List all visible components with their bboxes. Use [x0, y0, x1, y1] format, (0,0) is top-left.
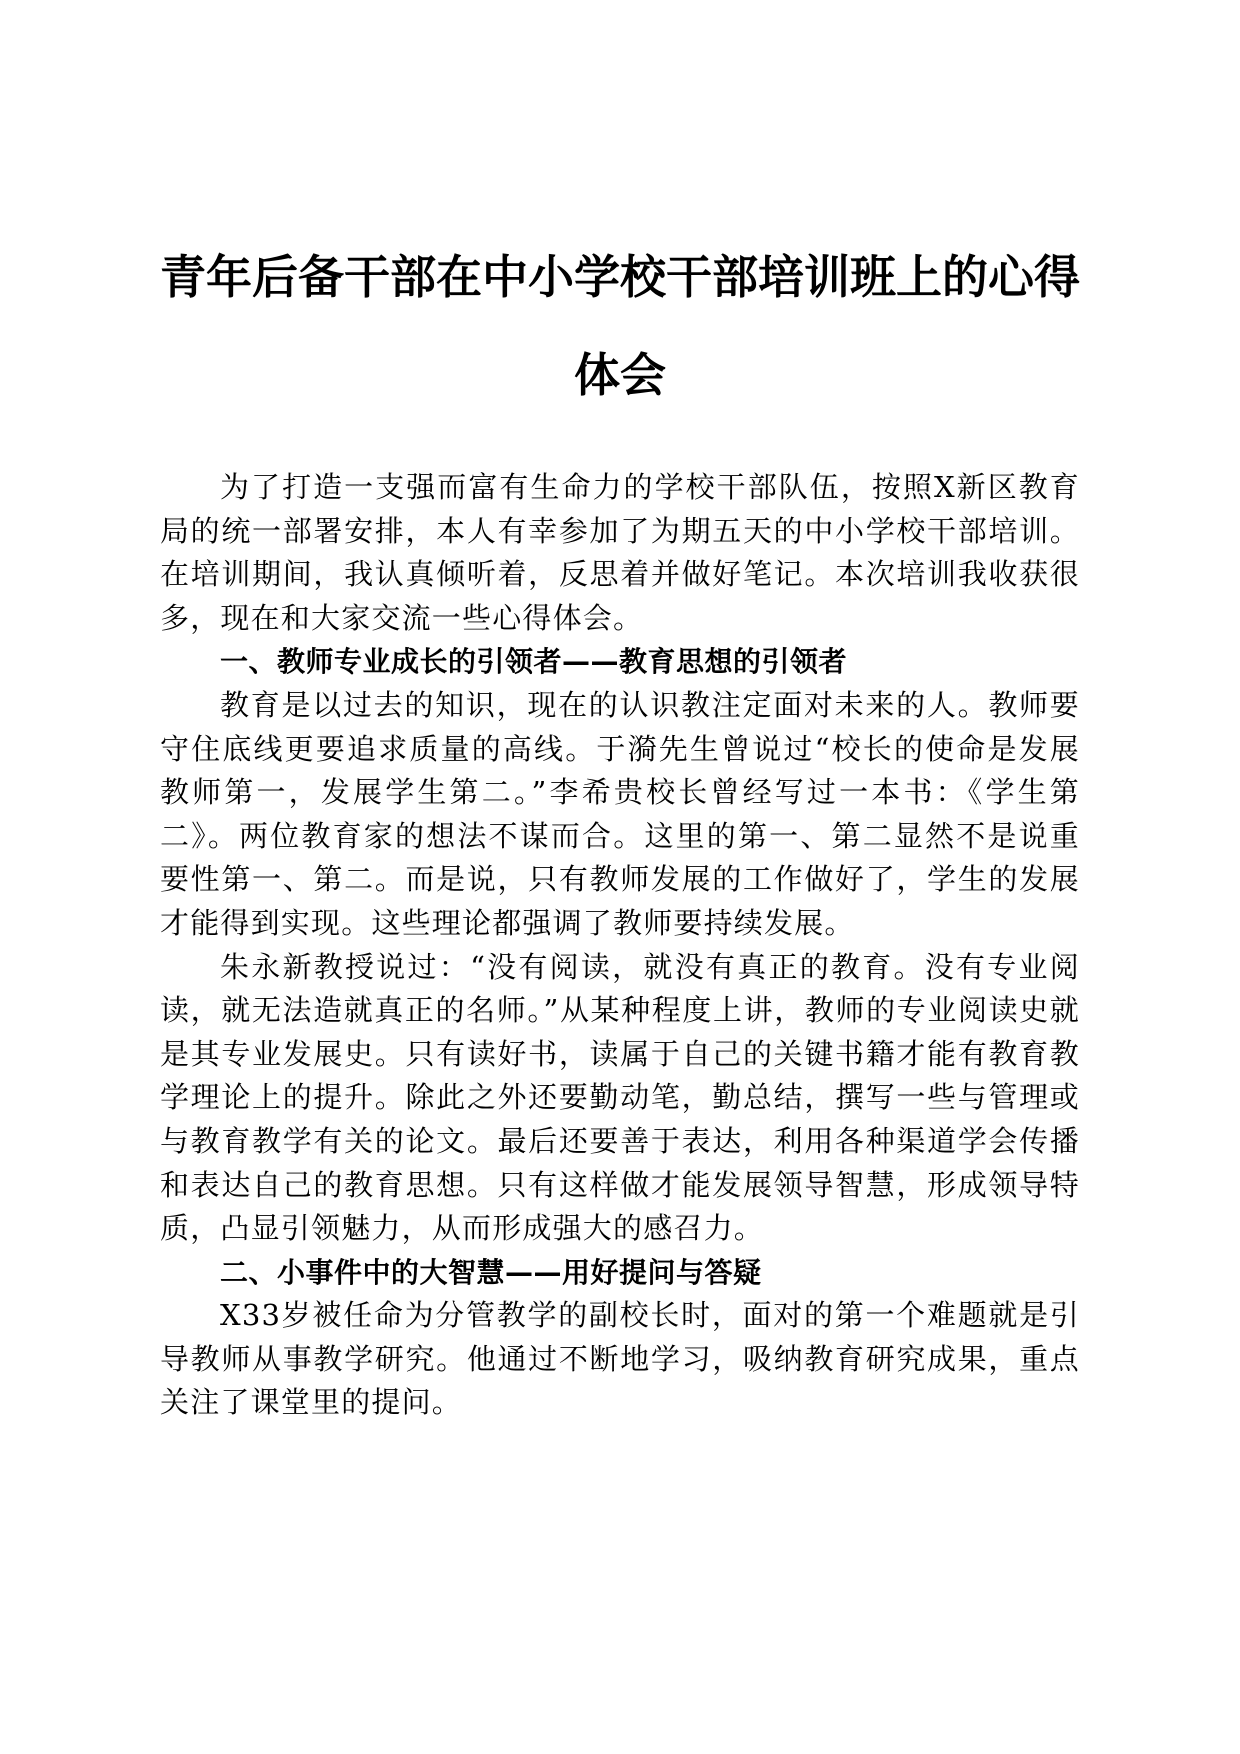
title-line-2: 体会 — [574, 348, 666, 402]
intro-paragraph: 为了打造一支强而富有生命力的学校干部队伍，按照X新区教育局的统一部署安排，本人有幸参加了为期五天的中小学校干部培训。在培训期间，我认真倾听着，反思着并做好笔记。本次培训我收获很多，现在和大家交流一些心得体会。 — [160, 470, 1080, 635]
section-heading-2: 二、小事件中的大智慧——用好提问与答疑 — [220, 1255, 762, 1289]
body-paragraph: 朱永新教授说过：“没有阅读，就没有真正的教育。没有专业阅读，就无法造就真正的名师。”从某种程度上讲，教师的专业阅读史就是其专业发展史。只有读好书，读属于自己的关键书籍才能有教育教学理论上的提升。除此之外还要勤动笔，勤总结，撰写一些与管理或与教育教学有关的论文。最后还要善于表达，利用各种渠道学会传播和表达自己的教育思想。只有这样做才能发展领导智慧，形成领导特质，凸显引领魅力，从而形成强大的感召力。 — [160, 949, 1080, 1246]
section-heading-1: 一、教师专业成长的引领者——教育思想的引领者 — [220, 645, 848, 679]
title-line-1: 青年后备干部在中小学校干部培训班上的心得 — [160, 250, 1080, 304]
document-body — [160, 466, 1080, 1425]
body-paragraph: 教育是以过去的知识，现在的认识教注定面对未来的人。教师要守住底线更要追求质量的高线。于漪先生曾说过“校长的使命是发展教师第一，发展学生第二。”李希贵校长曾经写过一本书：《学生第二》。两位教育家的想法不谋而合。这里的第一、第二显然不是说重要性第一、第二。而是说，只有教师发展的工作做好了，学生的发展才能得到实现。这些理论都强调了教师要持续发展。 — [160, 687, 1080, 940]
body-paragraph: X33岁被任命为分管教学的副校长时，面对的第一个难题就是引导教师从事教学研究。他通过不断地学习，吸纳教育研究成果，重点关注了课堂里的提问。 — [160, 1298, 1080, 1420]
document-title — [130, 228, 1110, 424]
